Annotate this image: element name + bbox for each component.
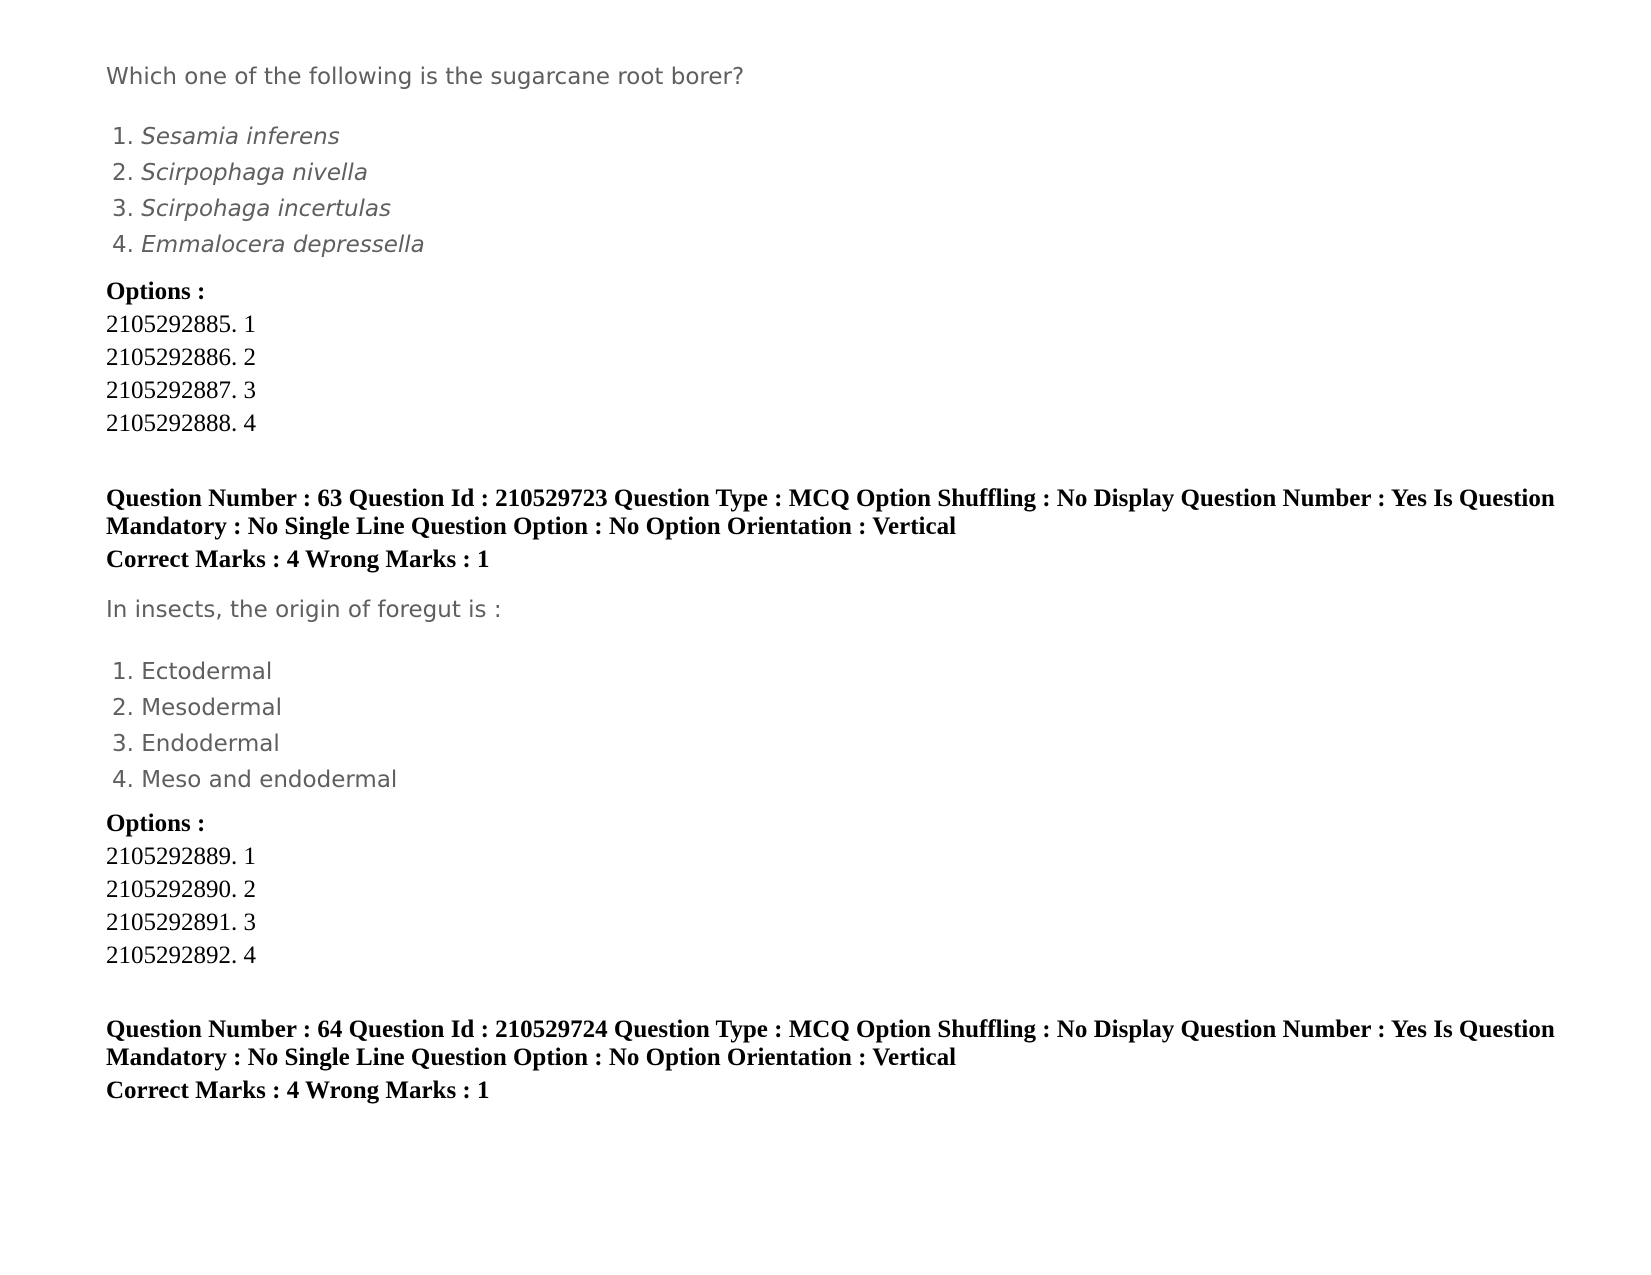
marks-line: Correct Marks : 4 Wrong Marks : 1 — [106, 546, 490, 573]
choice-number: 1. — [112, 124, 134, 150]
choice-text: Scirpohaga incertulas — [141, 196, 391, 222]
option-row: 2105292885. 1 — [106, 311, 256, 338]
choice-text: Mesodermal — [141, 695, 283, 721]
choice-number: 4. — [112, 767, 134, 793]
choice-text: Endodermal — [141, 731, 280, 757]
choice-item — [112, 124, 340, 150]
choice-text: Emmalocera depressella — [141, 232, 425, 258]
choice-item — [112, 767, 397, 793]
choice-number: 2. — [112, 160, 134, 186]
choice-number: 4. — [112, 232, 134, 258]
choice-text: Sesamia inferens — [141, 124, 340, 150]
question-meta: Question Number : 63 Question Id : 210529723 Question Type : MCQ Option Shuffling : No Display Question Number : Yes Is Question Mandatory : No Single Line Question Option : No Option Orientation : Vertical — [106, 485, 1555, 540]
options-label: Options : — [106, 278, 206, 305]
choice-item — [112, 232, 425, 258]
choice-text: Scirpophaga nivella — [141, 160, 368, 186]
choice-number: 3. — [112, 196, 134, 222]
choice-number: 3. — [112, 731, 134, 757]
option-row: 2105292891. 3 — [106, 909, 256, 936]
choice-item — [112, 731, 280, 757]
choice-text: Meso and endodermal — [141, 767, 398, 793]
question-meta: Question Number : 64 Question Id : 210529724 Question Type : MCQ Option Shuffling : No Display Question Number : Yes Is Question Mandatory : No Single Line Question Option : No Option Orientation : Vertical — [106, 1016, 1555, 1071]
option-row: 2105292886. 2 — [106, 344, 256, 371]
choice-item — [112, 695, 282, 721]
choice-text: Ectodermal — [141, 659, 273, 685]
choice-item — [112, 196, 391, 222]
choice-item — [112, 659, 272, 685]
choice-item — [112, 160, 368, 186]
choice-number: 2. — [112, 695, 134, 721]
option-row: 2105292890. 2 — [106, 876, 256, 903]
question-text: In insects, the origin of foregut is : — [106, 597, 502, 623]
marks-line: Correct Marks : 4 Wrong Marks : 1 — [106, 1077, 490, 1104]
question-text: Which one of the following is the sugarcane root borer? — [106, 64, 745, 90]
choice-number: 1. — [112, 659, 134, 685]
option-row: 2105292889. 1 — [106, 843, 256, 870]
option-row: 2105292892. 4 — [106, 942, 256, 969]
option-row: 2105292887. 3 — [106, 377, 256, 404]
option-row: 2105292888. 4 — [106, 410, 256, 437]
options-label: Options : — [106, 810, 206, 837]
